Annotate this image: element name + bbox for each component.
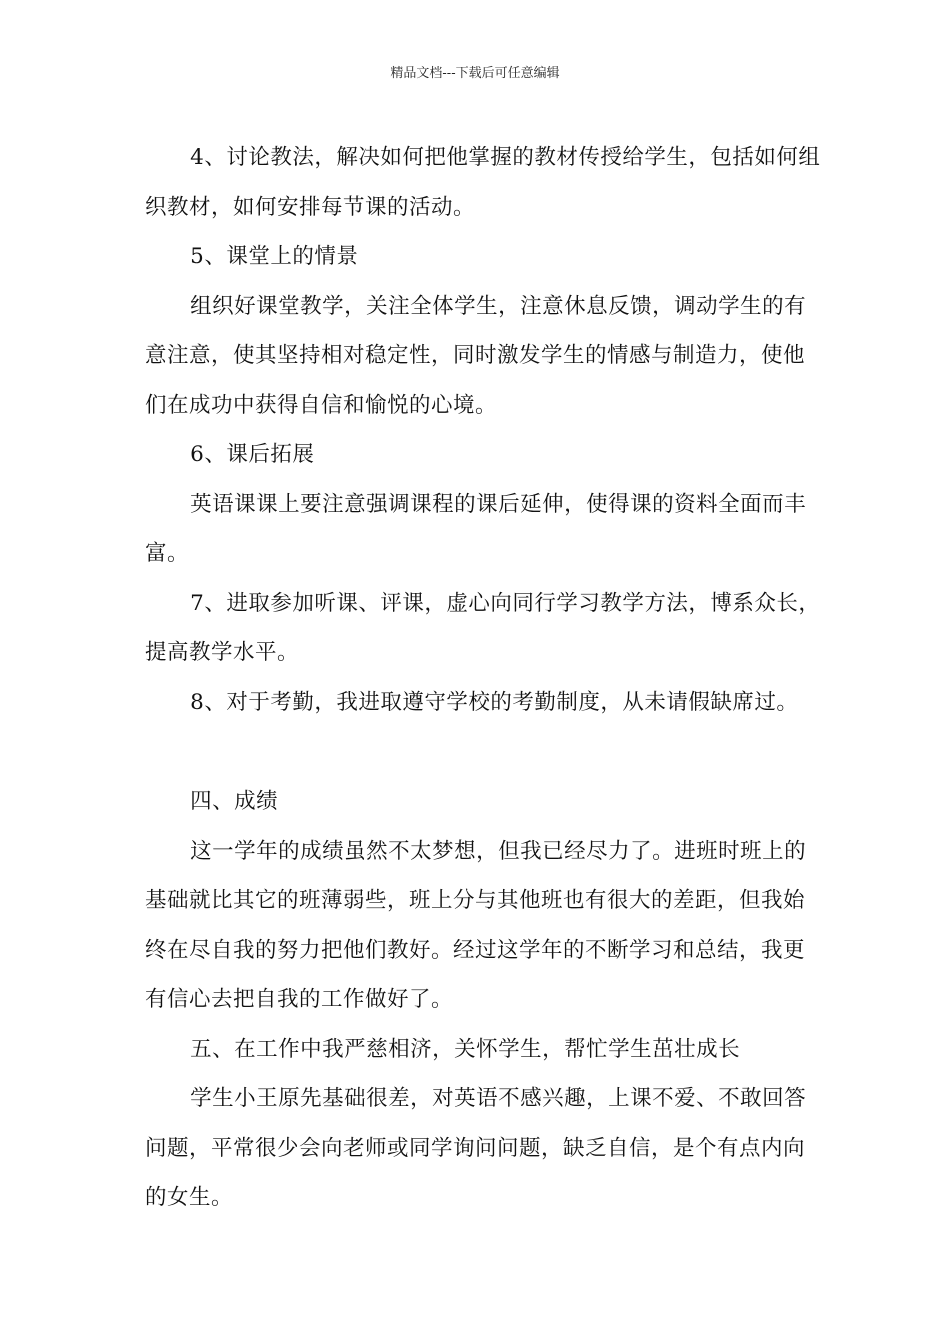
section-heading-results: 四、成绩 — [190, 789, 279, 814]
paragraph-classroom: 组织好课堂教学，关注全体学生，注意休息反馈，调动学生的有意注意，使其坚持相对稳定性，同时激发学生的情感与制造力，使他们在成功中获得自信和愉悦的心境。 — [145, 293, 807, 418]
section-spacer — [145, 727, 825, 777]
paragraph-results: 这一学年的成绩虽然不太梦想，但我已经尽力了。进班时班上的基础就比其它的班薄弱些，班上分与其他班也有很大的差距，但我始终在尽自我的努力把他们教好。经过这学年的不断学习和总结，我更有信心去把自我的工作做好了。 — [145, 838, 807, 1012]
heading-item-5: 5、课堂上的情景 — [190, 244, 359, 269]
paragraph-student-case: 学生小王原先基础很差，对英语不感兴趣，上课不爱、不敢回答问题，平常很少会向老师或同学询问问题，缺乏自信，是个有点内向的女生。 — [145, 1086, 807, 1210]
page-header: 精品文档---下载后可任意编辑 — [390, 66, 560, 81]
document-body — [145, 133, 825, 1223]
paragraph-item-7: 7、进取参加听课、评课，虚心向同行学习教学方法，博系众长，提高教学水平。 — [145, 590, 821, 665]
paragraph-item-4: 4、讨论教法，解决如何把他掌握的教材传授给学生，包括如何组织教材，如何安排每节课的活动。 — [145, 145, 821, 220]
paragraph-item-8: 8、对于考勤，我进取遵守学校的考勤制度，从未请假缺席过。 — [190, 689, 799, 715]
paragraph-extension: 英语课课上要注意强调课程的课后延伸，使得课的资料全面而丰富。 — [145, 491, 807, 566]
section-heading-care: 五、在工作中我严慈相济，关怀学生，帮忙学生茁壮成长 — [190, 1036, 741, 1062]
heading-item-6: 6、课后拓展 — [190, 442, 315, 467]
